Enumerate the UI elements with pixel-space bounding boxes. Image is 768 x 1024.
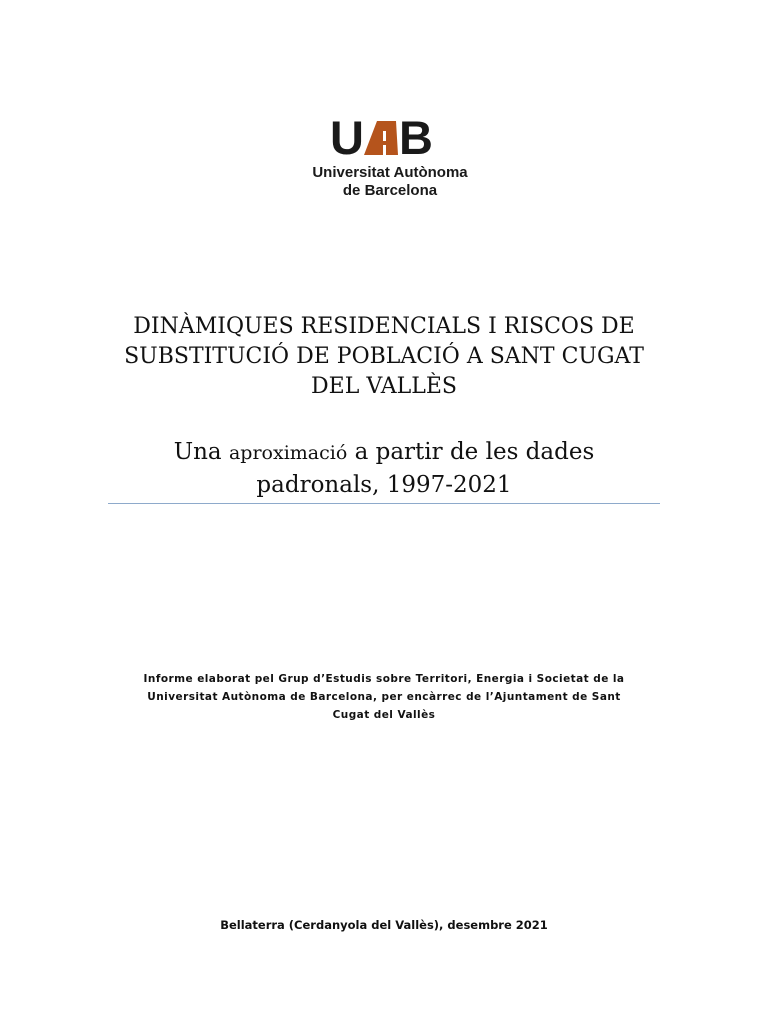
subtitle-part2: aproximació — [228, 442, 348, 464]
document-title — [90, 312, 678, 402]
title-line1: DINÀMIQUES RESIDENCIALS I RISCOS DE — [133, 314, 635, 339]
report-credit — [110, 670, 658, 724]
title-divider — [108, 503, 660, 504]
report-line3: Cugat del Vallès — [332, 709, 436, 721]
subtitle-line2: padronals, 1997-2021 — [256, 472, 512, 498]
title-line2: SUBSTITUCIÓ DE POBLACIÓ A SANT CUGAT — [124, 344, 644, 369]
logo-letter-u: U — [330, 111, 363, 164]
uab-logo — [290, 111, 490, 208]
university-name — [292, 164, 488, 200]
university-name-line2: de Barcelona — [342, 182, 438, 199]
report-line2: Universitat Autònoma de Barcelona, per encàrrec de l’Ajuntament de Sant — [147, 691, 621, 703]
subtitle-line1 — [90, 436, 678, 469]
report-line1: Informe elaborat pel Grup d’Estudis sobre Territori, Energia i Societat de la — [143, 673, 625, 685]
subtitle-part3: a partir de les dades — [347, 439, 595, 465]
document-subtitle — [90, 436, 678, 501]
logo-letter-b: B — [398, 111, 432, 164]
subtitle-part1: Una — [173, 439, 229, 465]
uab-a-mark-icon — [364, 121, 398, 155]
title-line3: DEL VALLÈS — [311, 374, 457, 399]
university-name-line1: Universitat Autònoma — [312, 164, 468, 181]
logo-letters — [330, 111, 432, 164]
place-and-date: Bellaterra (Cerdanyola del Vallès), desembre 2021 — [220, 918, 548, 932]
